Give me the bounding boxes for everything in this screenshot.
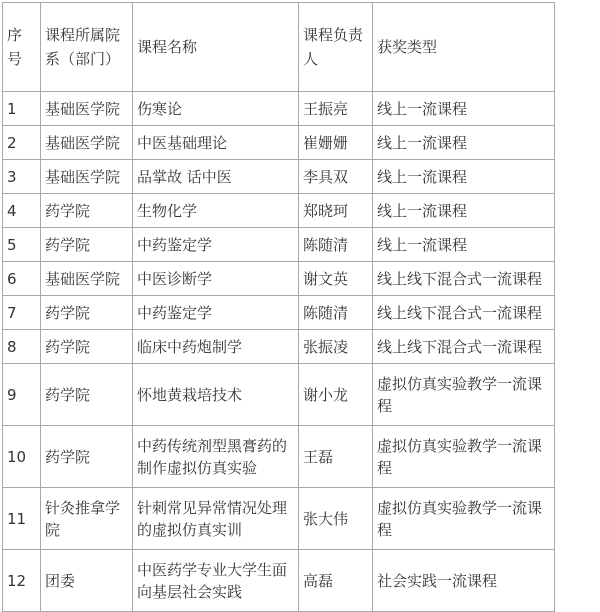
- table-row: [3, 330, 555, 364]
- cell-no: 10: [3, 426, 41, 488]
- cell-dept: 药学院: [41, 364, 133, 426]
- cell-name: 怀地黄栽培技术: [133, 364, 299, 426]
- cell-award: 线上一流课程: [373, 92, 555, 126]
- award-course-table: [2, 2, 555, 612]
- cell-no: 9: [3, 364, 41, 426]
- table-row: [3, 426, 555, 488]
- header-dept: 课程所属院系（部门）: [41, 3, 133, 92]
- cell-dept: 药学院: [41, 228, 133, 262]
- cell-name: 中医药学专业大学生面向基层社会实践: [133, 550, 299, 612]
- cell-award: 线上一流课程: [373, 126, 555, 160]
- cell-lead: 郑晓珂: [299, 194, 373, 228]
- cell-award: 虚拟仿真实验教学一流课程: [373, 364, 555, 426]
- cell-name: 临床中药炮制学: [133, 330, 299, 364]
- cell-dept: 药学院: [41, 194, 133, 228]
- cell-name: 伤寒论: [133, 92, 299, 126]
- cell-lead: 张大伟: [299, 488, 373, 550]
- cell-award: 线上线下混合式一流课程: [373, 296, 555, 330]
- cell-name: 中药鉴定学: [133, 228, 299, 262]
- cell-dept: 针灸推拿学院: [41, 488, 133, 550]
- cell-no: 6: [3, 262, 41, 296]
- cell-no: 8: [3, 330, 41, 364]
- cell-no: 5: [3, 228, 41, 262]
- cell-lead: 张振凌: [299, 330, 373, 364]
- cell-lead: 王振亮: [299, 92, 373, 126]
- cell-lead: 崔姗姗: [299, 126, 373, 160]
- cell-lead: 谢文英: [299, 262, 373, 296]
- table-row: [3, 92, 555, 126]
- cell-dept: 药学院: [41, 296, 133, 330]
- table-row: [3, 296, 555, 330]
- cell-no: 1: [3, 92, 41, 126]
- header-award: 获奖类型: [373, 3, 555, 92]
- cell-dept: 基础医学院: [41, 160, 133, 194]
- header-no: 序号: [3, 3, 41, 92]
- cell-lead: 高磊: [299, 550, 373, 612]
- cell-award: 线上线下混合式一流课程: [373, 262, 555, 296]
- cell-award: 社会实践一流课程: [373, 550, 555, 612]
- cell-name: 中药传统剂型黑膏药的制作虚拟仿真实验: [133, 426, 299, 488]
- table-row: [3, 364, 555, 426]
- cell-no: 4: [3, 194, 41, 228]
- cell-no: 12: [3, 550, 41, 612]
- cell-no: 11: [3, 488, 41, 550]
- cell-dept: 药学院: [41, 330, 133, 364]
- table-row: [3, 262, 555, 296]
- cell-lead: 王磊: [299, 426, 373, 488]
- cell-name: 中医基础理论: [133, 126, 299, 160]
- table-row: [3, 550, 555, 612]
- cell-award: 线上线下混合式一流课程: [373, 330, 555, 364]
- cell-name: 中药鉴定学: [133, 296, 299, 330]
- cell-no: 3: [3, 160, 41, 194]
- cell-award: 线上一流课程: [373, 160, 555, 194]
- cell-dept: 基础医学院: [41, 92, 133, 126]
- header-name: 课程名称: [133, 3, 299, 92]
- cell-no: 2: [3, 126, 41, 160]
- cell-name: 中医诊断学: [133, 262, 299, 296]
- cell-name: 品掌故 话中医: [133, 160, 299, 194]
- cell-no: 7: [3, 296, 41, 330]
- cell-award: 线上一流课程: [373, 228, 555, 262]
- header-row: [3, 3, 555, 92]
- cell-award: 线上一流课程: [373, 194, 555, 228]
- cell-name: 生物化学: [133, 194, 299, 228]
- cell-dept: 基础医学院: [41, 262, 133, 296]
- table-row: [3, 488, 555, 550]
- cell-lead: 李具双: [299, 160, 373, 194]
- cell-award: 虚拟仿真实验教学一流课程: [373, 426, 555, 488]
- table-row: [3, 228, 555, 262]
- cell-award: 虚拟仿真实验教学一流课程: [373, 488, 555, 550]
- cell-lead: 陈随清: [299, 296, 373, 330]
- table-row: [3, 194, 555, 228]
- cell-dept: 基础医学院: [41, 126, 133, 160]
- cell-lead: 谢小龙: [299, 364, 373, 426]
- cell-name: 针刺常见异常情况处理的虚拟仿真实训: [133, 488, 299, 550]
- cell-dept: 药学院: [41, 426, 133, 488]
- header-lead: 课程负责人: [299, 3, 373, 92]
- course-table-container: [2, 2, 555, 612]
- table-row: [3, 126, 555, 160]
- cell-lead: 陈随清: [299, 228, 373, 262]
- cell-dept: 团委: [41, 550, 133, 612]
- table-row: [3, 160, 555, 194]
